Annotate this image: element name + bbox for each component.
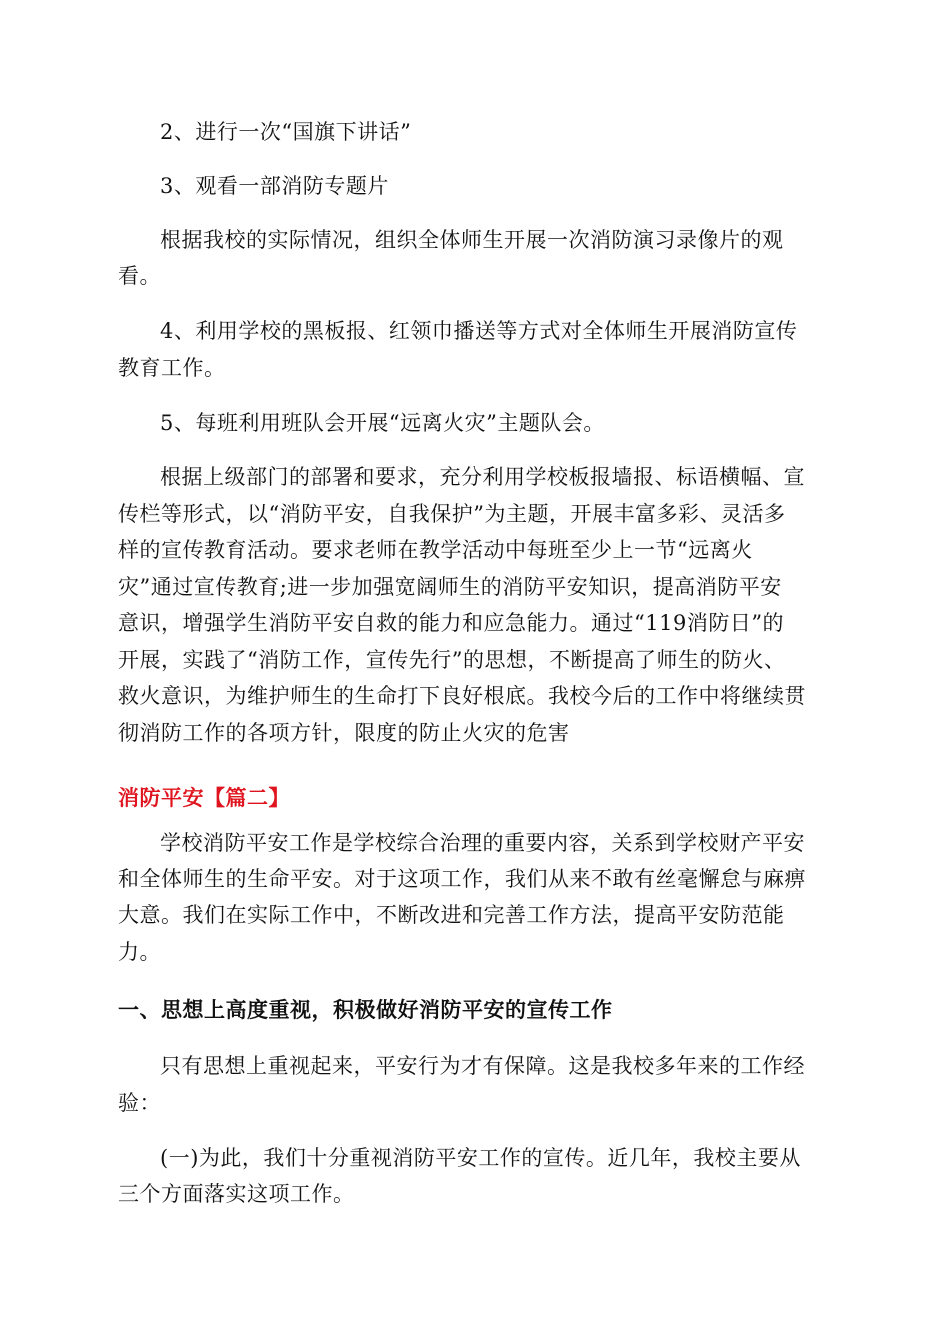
paragraph-line: 传栏等形式，以“消防平安，自我保护”为主题，开展丰富多彩、灵活多 (118, 502, 786, 526)
paragraph-line: 根据上级部门的部署和要求，充分利用学校板报墙报、标语横幅、宣 (160, 465, 805, 489)
paragraph-line: 救火意识，为维护师生的生命打下良好根底。我校今后的工作中将继续贯 (118, 684, 806, 708)
paragraph-line: 和全体师生的生命平安。对于这项工作，我们从来不敢有丝毫懈怠与麻痹 (118, 867, 806, 891)
paragraph-line: 教育工作。 (118, 356, 226, 380)
section-heading: 消防平安【篇二】 (118, 786, 290, 810)
paragraph-line: 意识，增强学生消防平安自救的能力和应急能力。通过“119消防日”的 (118, 611, 785, 635)
paragraph-line: 三个方面落实这项工作。 (118, 1182, 355, 1206)
paragraph-line: 样的宣传教育活动。要求老师在教学活动中每班至少上一节“远离火 (118, 538, 753, 562)
paragraph-line: 看。 (118, 264, 161, 288)
paragraph-line: (一)为此，我们十分重视消防平安工作的宣传。近几年，我校主要从 (160, 1146, 801, 1170)
paragraph-line: 彻消防工作的各项方针，限度的防止火灾的危害 (118, 721, 570, 745)
list-item-5: 5、每班利用班队会开展“远离火灾”主题队会。 (160, 411, 605, 435)
paragraph-line: 验： (118, 1091, 161, 1115)
subsection-heading: 一、思想上高度重视，积极做好消防平安的宣传工作 (118, 998, 613, 1022)
paragraph-line: 力。 (118, 940, 161, 964)
list-item-2: 2、进行一次“国旗下讲话” (160, 120, 412, 144)
list-item-4: 4、利用学校的黑板报、红领巾播送等方式对全体师生开展消防宣传 (160, 319, 798, 343)
paragraph-line: 只有思想上重视起来，平安行为才有保障。这是我校多年来的工作经 (160, 1054, 805, 1078)
paragraph-line: 根据我校的实际情况，组织全体师生开展一次消防演习录像片的观 (160, 228, 784, 252)
list-item-3: 3、观看一部消防专题片 (160, 174, 389, 198)
paragraph-line: 开展，实践了“消防工作，宣传先行”的思想，不断提高了师生的防火、 (118, 648, 786, 672)
paragraph-line: 大意。我们在实际工作中，不断改进和完善工作方法，提高平安防范能 (118, 903, 785, 927)
paragraph-line: 学校消防平安工作是学校综合治理的重要内容，关系到学校财产平安 (160, 831, 805, 855)
paragraph-line: 灾”通过宣传教育;进一步加强宽阔师生的消防平安知识，提高消防平安 (118, 575, 782, 599)
